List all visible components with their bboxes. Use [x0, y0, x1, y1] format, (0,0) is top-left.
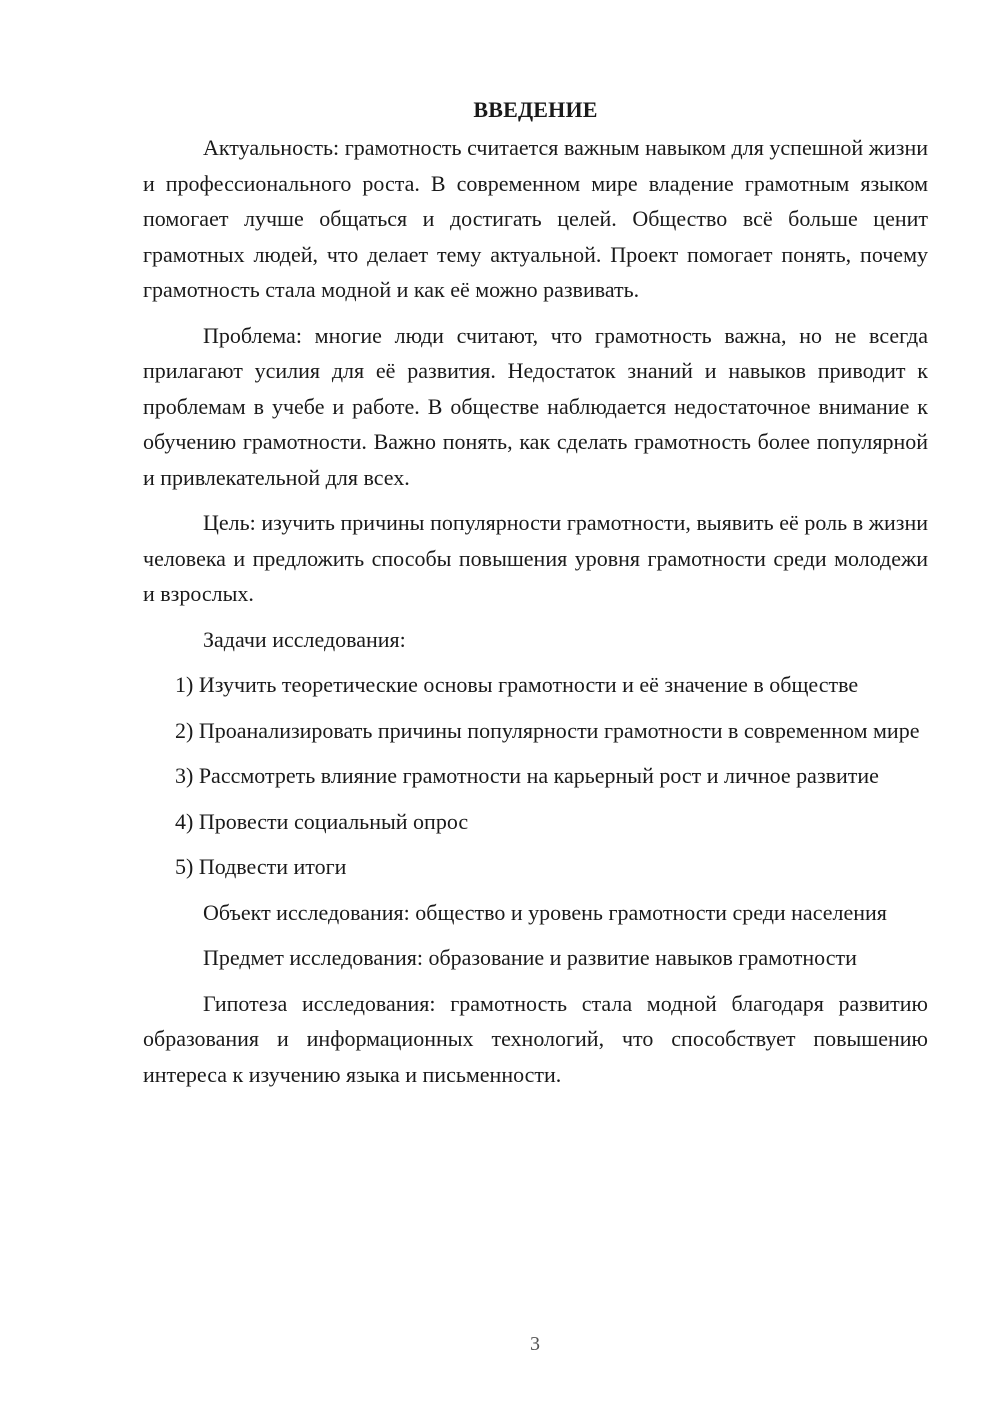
- page-body: [143, 92, 928, 1102]
- goal-paragraph: Цель: изучить причины популярности грамотности, выявить её роль в жизни человека и предложить способы повышения уровня грамотности среди молодежи и взрослых.: [143, 510, 928, 606]
- page-title: ВВЕДЕНИЕ: [473, 97, 598, 122]
- task-item: 1) Изучить теоретические основы грамотности и её значение в обществе: [175, 672, 859, 697]
- relevance-paragraph: Актуальность: грамотность считается важным навыком для успешной жизни и профессионального роста. В современном мире владение грамотным языком помогает лучше общаться и достигать целей. Общество всё больше ценит грамотных людей, что делает тему актуальной. Проект помогает понять, почему грамотность стала модной и как её можно развивать.: [143, 135, 928, 302]
- hypothesis-paragraph: Гипотеза исследования: грамотность стала модной благодаря развитию образования и информационных технологий, что способствует повышению интереса к изучению языка и письменности.: [143, 990, 928, 1087]
- subject-paragraph: Предмет исследования: образование и развитие навыков грамотности: [203, 945, 857, 970]
- problem-paragraph: Проблема: многие люди считают, что грамотность важна, но не всегда прилагают усилия для её развития. Недостаток знаний и навыков приводит к проблемам в учебе и работе. В обществе наблюдается недостаточное внимание к обучению грамотности. Важно понять, как сделать грамотность более популярной и привлекательной для всех.: [143, 322, 928, 490]
- page-number: 3: [530, 1333, 540, 1355]
- task-item: 4) Провести социальный опрос: [175, 808, 469, 834]
- task-item: 5) Подвести итоги: [175, 854, 347, 879]
- object-paragraph: Объект исследования: общество и уровень грамотности среди населения: [203, 899, 887, 925]
- task-item: 3) Рассмотреть влияние грамотности на карьерный рост и личное развитие: [175, 763, 879, 788]
- task-item: 2) Проанализировать причины популярности грамотности в современном мире: [175, 717, 920, 743]
- tasks-heading: Задачи исследования:: [203, 626, 406, 652]
